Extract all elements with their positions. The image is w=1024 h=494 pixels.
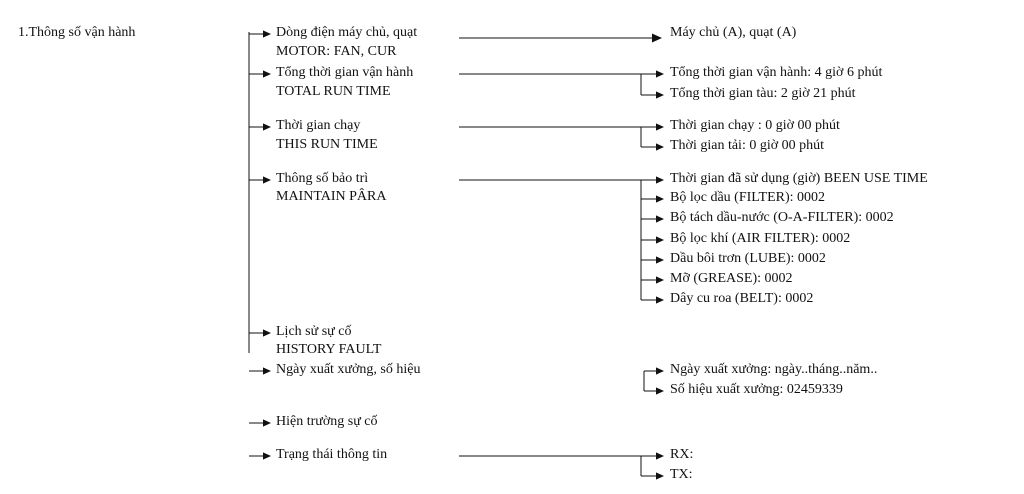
- child-arrow-2-1-head: [656, 70, 664, 77]
- branch-arrow-8-head: [263, 452, 271, 459]
- child-label-6-2: Số hiệu xuất xưởng: 02459339: [670, 382, 843, 397]
- child-label-3-1: Thời gian chạy : 0 giờ 00 phút: [670, 118, 840, 133]
- branch-arrow-4-head: [263, 176, 271, 183]
- child-label-3-2: Thời gian tải: 0 giờ 00 phút: [670, 138, 825, 153]
- branch-arrow-5-head: [263, 329, 271, 336]
- child-arrow-4-7-head: [656, 296, 664, 303]
- child-arrow-4-4-head: [656, 236, 664, 243]
- branch-arrow-6-head: [263, 367, 271, 374]
- child-arrow-2-2-head: [656, 91, 664, 98]
- branch-arrow-2-head: [263, 70, 271, 77]
- child-label-4-4: Bộ lọc khí (AIR FILTER): 0002: [670, 231, 851, 246]
- branch-sublabel-4: MAINTAIN PÂRA: [276, 189, 387, 204]
- branch-sublabel-5: HISTORY FAULT: [276, 342, 382, 357]
- child-label-4-2: Bộ lọc dầu (FILTER): 0002: [670, 190, 826, 205]
- child-arrow-4-2-head: [656, 195, 664, 202]
- child-label-2-1: Tổng thời gian vận hành: 4 giờ 6 phút: [670, 65, 883, 80]
- branch-label-8: Trạng thái thông tin: [276, 447, 388, 462]
- branch-arrow-3-head: [263, 123, 271, 130]
- child-label-8-1: RX:: [670, 447, 694, 462]
- branch-arrow-1-head: [263, 30, 271, 37]
- child-label-6-1: Ngày xuất xưởng: ngày..tháng..năm..: [670, 362, 878, 377]
- child-label-4-1: Thời gian đã sử dụng (giờ) BEEN USE TIME: [670, 171, 928, 186]
- child-arrow-8-2-head: [656, 472, 664, 479]
- child-arrow-6-1-head: [656, 367, 664, 374]
- child-arrow-8-1-head: [656, 452, 664, 459]
- branch-label-6: Ngày xuất xưởng, số hiệu: [276, 362, 421, 377]
- child-arrow-1-1-head: [652, 34, 662, 43]
- branch-sublabel-3: THIS RUN TIME: [276, 137, 378, 152]
- branch-arrow-7-head: [263, 419, 271, 426]
- child-arrow-3-1-head: [656, 123, 664, 130]
- branch-sublabel-1: MOTOR: FAN, CUR: [276, 44, 397, 59]
- child-arrow-4-1-head: [656, 176, 664, 183]
- child-arrow-4-6-head: [656, 276, 664, 283]
- branch-label-3: Thời gian chạy: [276, 118, 361, 133]
- child-arrow-3-2-head: [656, 143, 664, 150]
- branch-label-2: Tổng thời gian vận hành: [276, 65, 414, 80]
- branch-label-5: Lịch sử sự cố: [276, 324, 352, 339]
- child-label-8-2: TX:: [670, 467, 693, 482]
- child-label-1-1: Máy chủ (A), quạt (A): [670, 25, 797, 40]
- branch-sublabel-2: TOTAL RUN TIME: [276, 84, 391, 99]
- branch-label-1: Dòng điện máy chủ, quạt: [276, 25, 418, 40]
- child-label-4-5: Dầu bôi trơn (LUBE): 0002: [670, 251, 826, 266]
- child-label-4-3: Bộ tách dầu-nước (O-A-FILTER): 0002: [670, 210, 894, 225]
- child-arrow-6-2-head: [656, 387, 664, 394]
- child-label-2-2: Tổng thời gian tàu: 2 giờ 21 phút: [670, 86, 856, 101]
- child-arrow-4-3-head: [656, 215, 664, 222]
- child-label-4-7: Dây cu roa (BELT): 0002: [670, 291, 814, 306]
- root-label: 1.Thông số vận hành: [18, 25, 136, 40]
- child-label-4-6: Mỡ (GREASE): 0002: [670, 271, 793, 286]
- branch-label-4: Thông số bảo trì: [276, 171, 369, 186]
- child-arrow-4-5-head: [656, 256, 664, 263]
- branch-label-7: Hiện trường sự cố: [276, 414, 378, 429]
